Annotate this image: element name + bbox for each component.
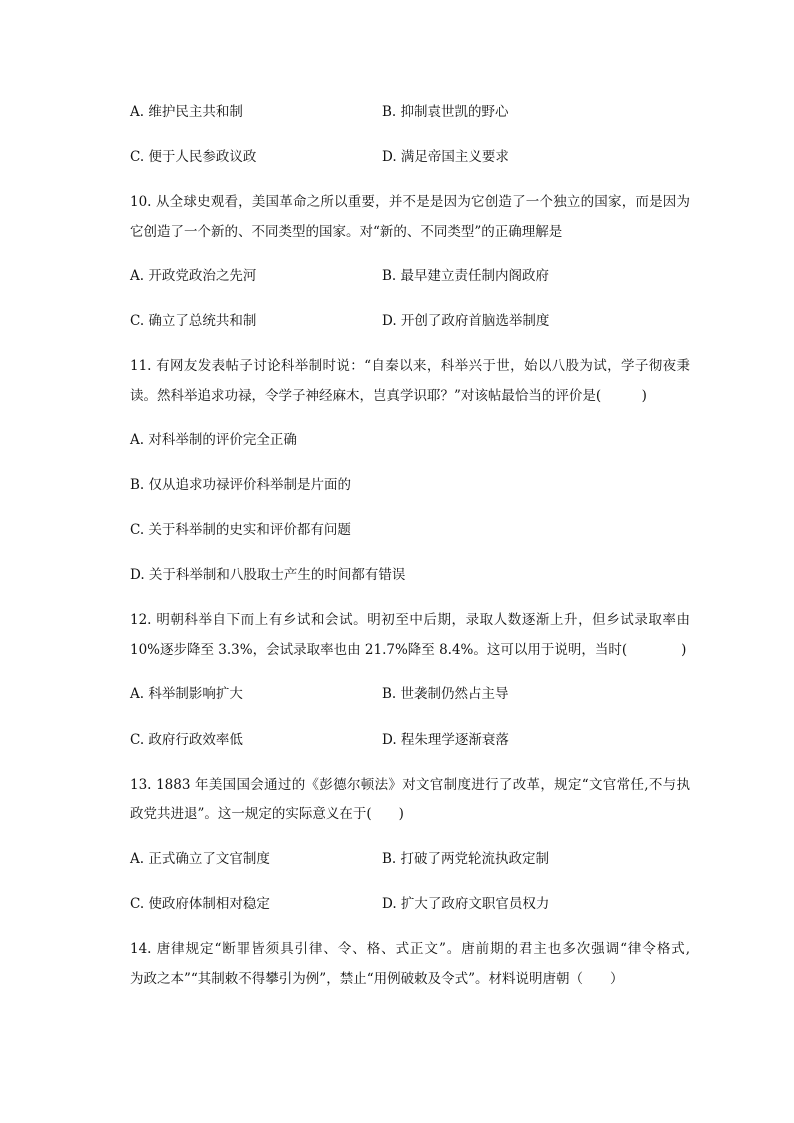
q11-option-b: B. 仅从追求功禄评价科举制是片面的 bbox=[130, 477, 352, 493]
q13-option-c: C. 使政府体制相对稳定 bbox=[130, 896, 270, 912]
q11-option-a: A. 对科举制的评价完全正确 bbox=[130, 432, 297, 448]
q12-option-a: A. 科举制影响扩大 bbox=[130, 686, 243, 702]
q13-option-b: B. 打破了两党轮流执政定制 bbox=[382, 851, 550, 867]
q12-stem-line-2: 10%逐步降至 3.3%，会试录取率也由 21.7%降至 8.4%。这可以用于说明，当时( ) bbox=[130, 642, 687, 658]
q10-option-c: C. 确立了总统共和制 bbox=[130, 313, 257, 329]
q11-option-d: D. 关于科举制和八股取士产生的时间都有错误 bbox=[130, 567, 406, 583]
q13-stem-line-2: 政党共进退”。这一规定的实际意义在于( ) bbox=[130, 806, 404, 822]
q12-option-d: D. 程朱理学逐渐衰落 bbox=[382, 732, 509, 748]
q11-option-c: C. 关于科举制的史实和评价都有问题 bbox=[130, 522, 351, 538]
q12-option-c: C. 政府行政效率低 bbox=[130, 732, 243, 748]
q14-stem-line-2: 为政之本”“其制敕不得攀引为例”，禁止“用例破敕及令式”。材料说明唐朝（ ） bbox=[130, 971, 624, 987]
q12-stem-line-1: 12. 明朝科举自下而上有乡试和会试。明初至中后期，录取人数逐渐上升，但乡试录取率由 bbox=[130, 612, 690, 628]
q10-stem-line-2: 它创造了一个新的、不同类型的国家。对“新的、不同类型”的正确理解是 bbox=[130, 224, 563, 240]
q12-option-b: B. 世袭制仍然占主导 bbox=[382, 686, 509, 702]
q14-stem-line-1: 14. 唐律规定“断罪皆须具引律、令、格、式正文”。唐前期的君主也多次强调“律令格式, bbox=[130, 941, 690, 957]
q11-stem-line-2: 读。然科举追求功禄，令学子神经麻木，岂真学识耶？”对该帖最恰当的评价是( ) bbox=[130, 388, 647, 404]
q9-option-b: B. 抑制袁世凯的野心 bbox=[382, 104, 509, 120]
q10-option-d: D. 开创了政府首脑选举制度 bbox=[382, 313, 550, 329]
q10-stem-line-1: 10. 从全球史观看，美国革命之所以重要，并不是是因为它创造了一个独立的国家，而是因为 bbox=[130, 194, 690, 210]
q9-option-c: C. 便于人民参政议政 bbox=[130, 149, 257, 165]
q13-stem-line-1: 13. 1883 年美国国会通过的《彭德尔顿法》对文官制度进行了改革，规定“文官常任,不与执 bbox=[130, 777, 690, 793]
q9-option-a: A. 维护民主共和制 bbox=[130, 104, 243, 120]
q10-option-a: A. 开政党政治之先河 bbox=[130, 268, 257, 284]
q10-option-b: B. 最早建立责任制内阁政府 bbox=[382, 268, 550, 284]
q13-option-a: A. 正式确立了文官制度 bbox=[130, 851, 270, 867]
q13-option-d: D. 扩大了政府文职官员权力 bbox=[382, 896, 550, 912]
q11-stem-line-1: 11. 有网友发表帖子讨论科举制时说：“自秦以来，科举兴于世，始以八股为试，学子彻夜秉 bbox=[130, 358, 690, 374]
q9-option-d: D. 满足帝国主义要求 bbox=[382, 149, 509, 165]
